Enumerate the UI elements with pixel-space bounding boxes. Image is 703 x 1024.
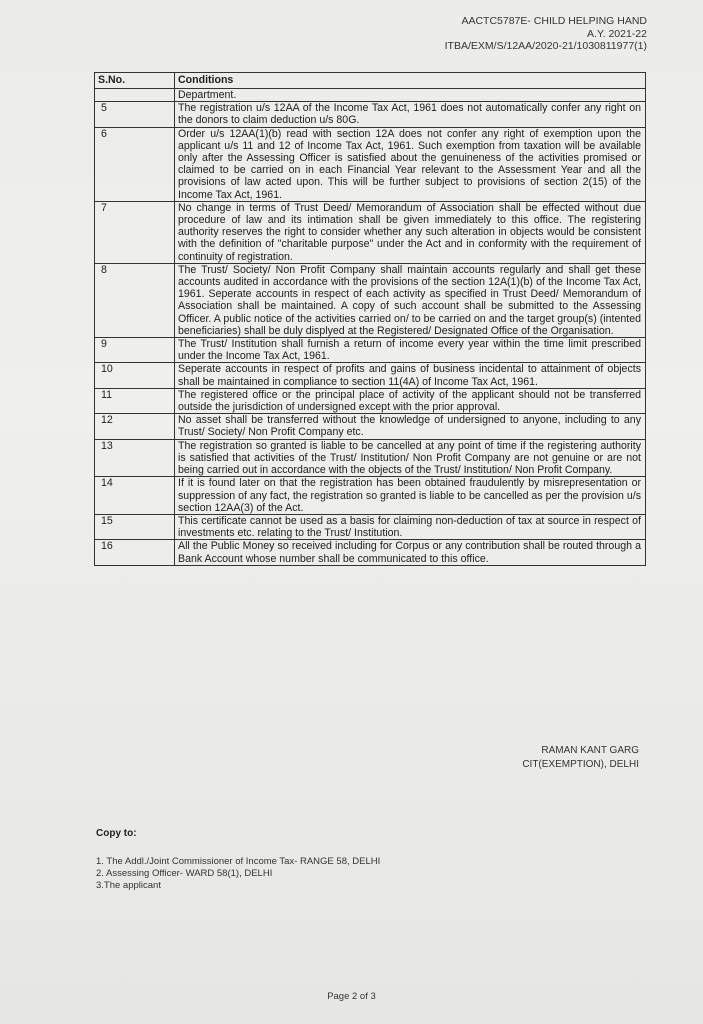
row-condition-text: Seperate accounts in respect of profits and gains of business incidental to attainment of objects shall be maintained in compliance to section 11(4A) of Income Tax Act, 1961. (175, 363, 646, 388)
table-row (95, 263, 646, 337)
row-condition-text: All the Public Money so received including for Corpus or any contribution shall be routed through a Bank Account whose number shall be communicated to this office. (175, 540, 646, 565)
row-number: 15 (95, 514, 175, 539)
header-reference-line: AACTC5787E- CHILD HELPING HAND (461, 15, 647, 27)
row-number (95, 89, 175, 102)
row-condition-text: The registered office or the principal place of activity of the applicant should not be transferred outside the jurisdiction of undersigned except with the prior approval. (175, 388, 646, 413)
conditions-table (94, 72, 646, 566)
table-row (95, 338, 646, 363)
table-row (95, 127, 646, 201)
signatory-name: RAMAN KANT GARG (541, 745, 639, 756)
row-condition-text: The registration so granted is liable to be cancelled at any point of time if the registering authority is satisfied that activities of the Trust/ Institution/ Non Profit Company are not genuine or are not being carried out in accordance with the objects of the Trust/ Institution/ Non Profit Company. (175, 439, 646, 477)
row-number: 9 (95, 338, 175, 363)
table-row (95, 363, 646, 388)
row-number: 5 (95, 102, 175, 127)
signature-block (522, 744, 639, 772)
row-condition-text: The Trust/ Institution shall furnish a return of income every year within the time limit prescribed under the Income Tax Act, 1961. (175, 338, 646, 363)
table-row (95, 439, 646, 477)
table-row (95, 540, 646, 565)
table-row (95, 89, 646, 102)
table-row (95, 477, 646, 515)
row-condition-text: Order u/s 12AA(1)(b) read with section 12A does not confer any right of exemption upon the applicant u/s 11 and 12 of Income Tax Act, 1961. Such exemption from taxation will be available only after the Assessing Officer is satisfied about the genuineness of the activities promised or claimed to be carried on in each Financial Year relevant to the Assessment Year and all the provisions of law acted upon. This will be further subject to provisions of section 2(15) of the Income Tax Act, 1961. (175, 127, 646, 201)
row-number: 7 (95, 201, 175, 263)
list-item: 3.The applicant (96, 880, 161, 891)
document-header (445, 15, 647, 53)
row-number: 6 (95, 127, 175, 201)
row-number: 11 (95, 388, 175, 413)
table-row (95, 201, 646, 263)
column-header-sno: S.No. (95, 73, 175, 89)
row-condition-text: The registration u/s 12AA of the Income Tax Act, 1961 does not automatically confer any right on the donors to claim deduction u/s 80G. (175, 102, 646, 127)
table-row (95, 514, 646, 539)
list-item: 1. The Addl./Joint Commissioner of Income Tax- RANGE 58, DELHI (96, 856, 381, 867)
header-document-number: ITBA/EXM/S/12AA/2020-21/1030811977(1) (444, 40, 647, 52)
table-row (95, 388, 646, 413)
row-condition-text: No change in terms of Trust Deed/ Memorandum of Association shall be effected without due procedure of law and its intimation shall be given immediately to this office. The registering authority reserves the right to consider whether any such alteration in objects would be consistent with the definition of "charitable purpose" under the Act and in conformity with the requirement of continuity of registration. (175, 201, 646, 263)
copy-to-list (96, 856, 380, 892)
row-condition-text: The Trust/ Society/ Non Profit Company shall maintain accounts regularly and shall get these accounts audited in accordance with the provisions of the section 12A(1)(b) of the Income Tax Act, 1961. Seperate accounts in respect of each activity as specified in Trust Deed/ Memorandum of Association shall be maintained. A copy of such account shall be submitted to the Assessing Officer. A public notice of the activities carried on/ to be carried on and the target group(s) (intented beneficiaries) shall be duly displyed at the Registered/ Designated Office of the Organisation. (175, 263, 646, 337)
row-number: 12 (95, 414, 175, 439)
table-row (95, 102, 646, 127)
row-number: 13 (95, 439, 175, 477)
row-number: 16 (95, 540, 175, 565)
copy-to-heading: Copy to: (96, 828, 137, 839)
row-condition-text: Department. (175, 89, 646, 102)
column-header-conditions: Conditions (175, 73, 646, 89)
page-number: Page 2 of 3 (327, 991, 376, 1002)
row-condition-text: No asset shall be transferred without the knowledge of undersigned to anyone, including to any Trust/ Society/ Non Profit Company etc. (175, 414, 646, 439)
signatory-designation: CIT(EXEMPTION), DELHI (522, 759, 639, 770)
row-number: 10 (95, 363, 175, 388)
table-row (95, 414, 646, 439)
header-assessment-year: A.Y. 2021-22 (587, 27, 647, 40)
list-item: 2. Assessing Officer- WARD 58(1), DELHI (96, 868, 273, 879)
table-header-row (95, 73, 646, 89)
row-condition-text: If it is found later on that the registration has been obtained fraudulently by misrepresentation or suppression of any fact, the registration so granted is liable to be cancelled as per the provision u/s section 12AA(3) of the Act. (175, 477, 646, 515)
row-condition-text: This certificate cannot be used as a basis for claiming non-deduction of tax at source in respect of investments etc. relating to the Trust/ Institution. (175, 514, 646, 539)
row-number: 8 (95, 263, 175, 337)
row-number: 14 (95, 477, 175, 515)
